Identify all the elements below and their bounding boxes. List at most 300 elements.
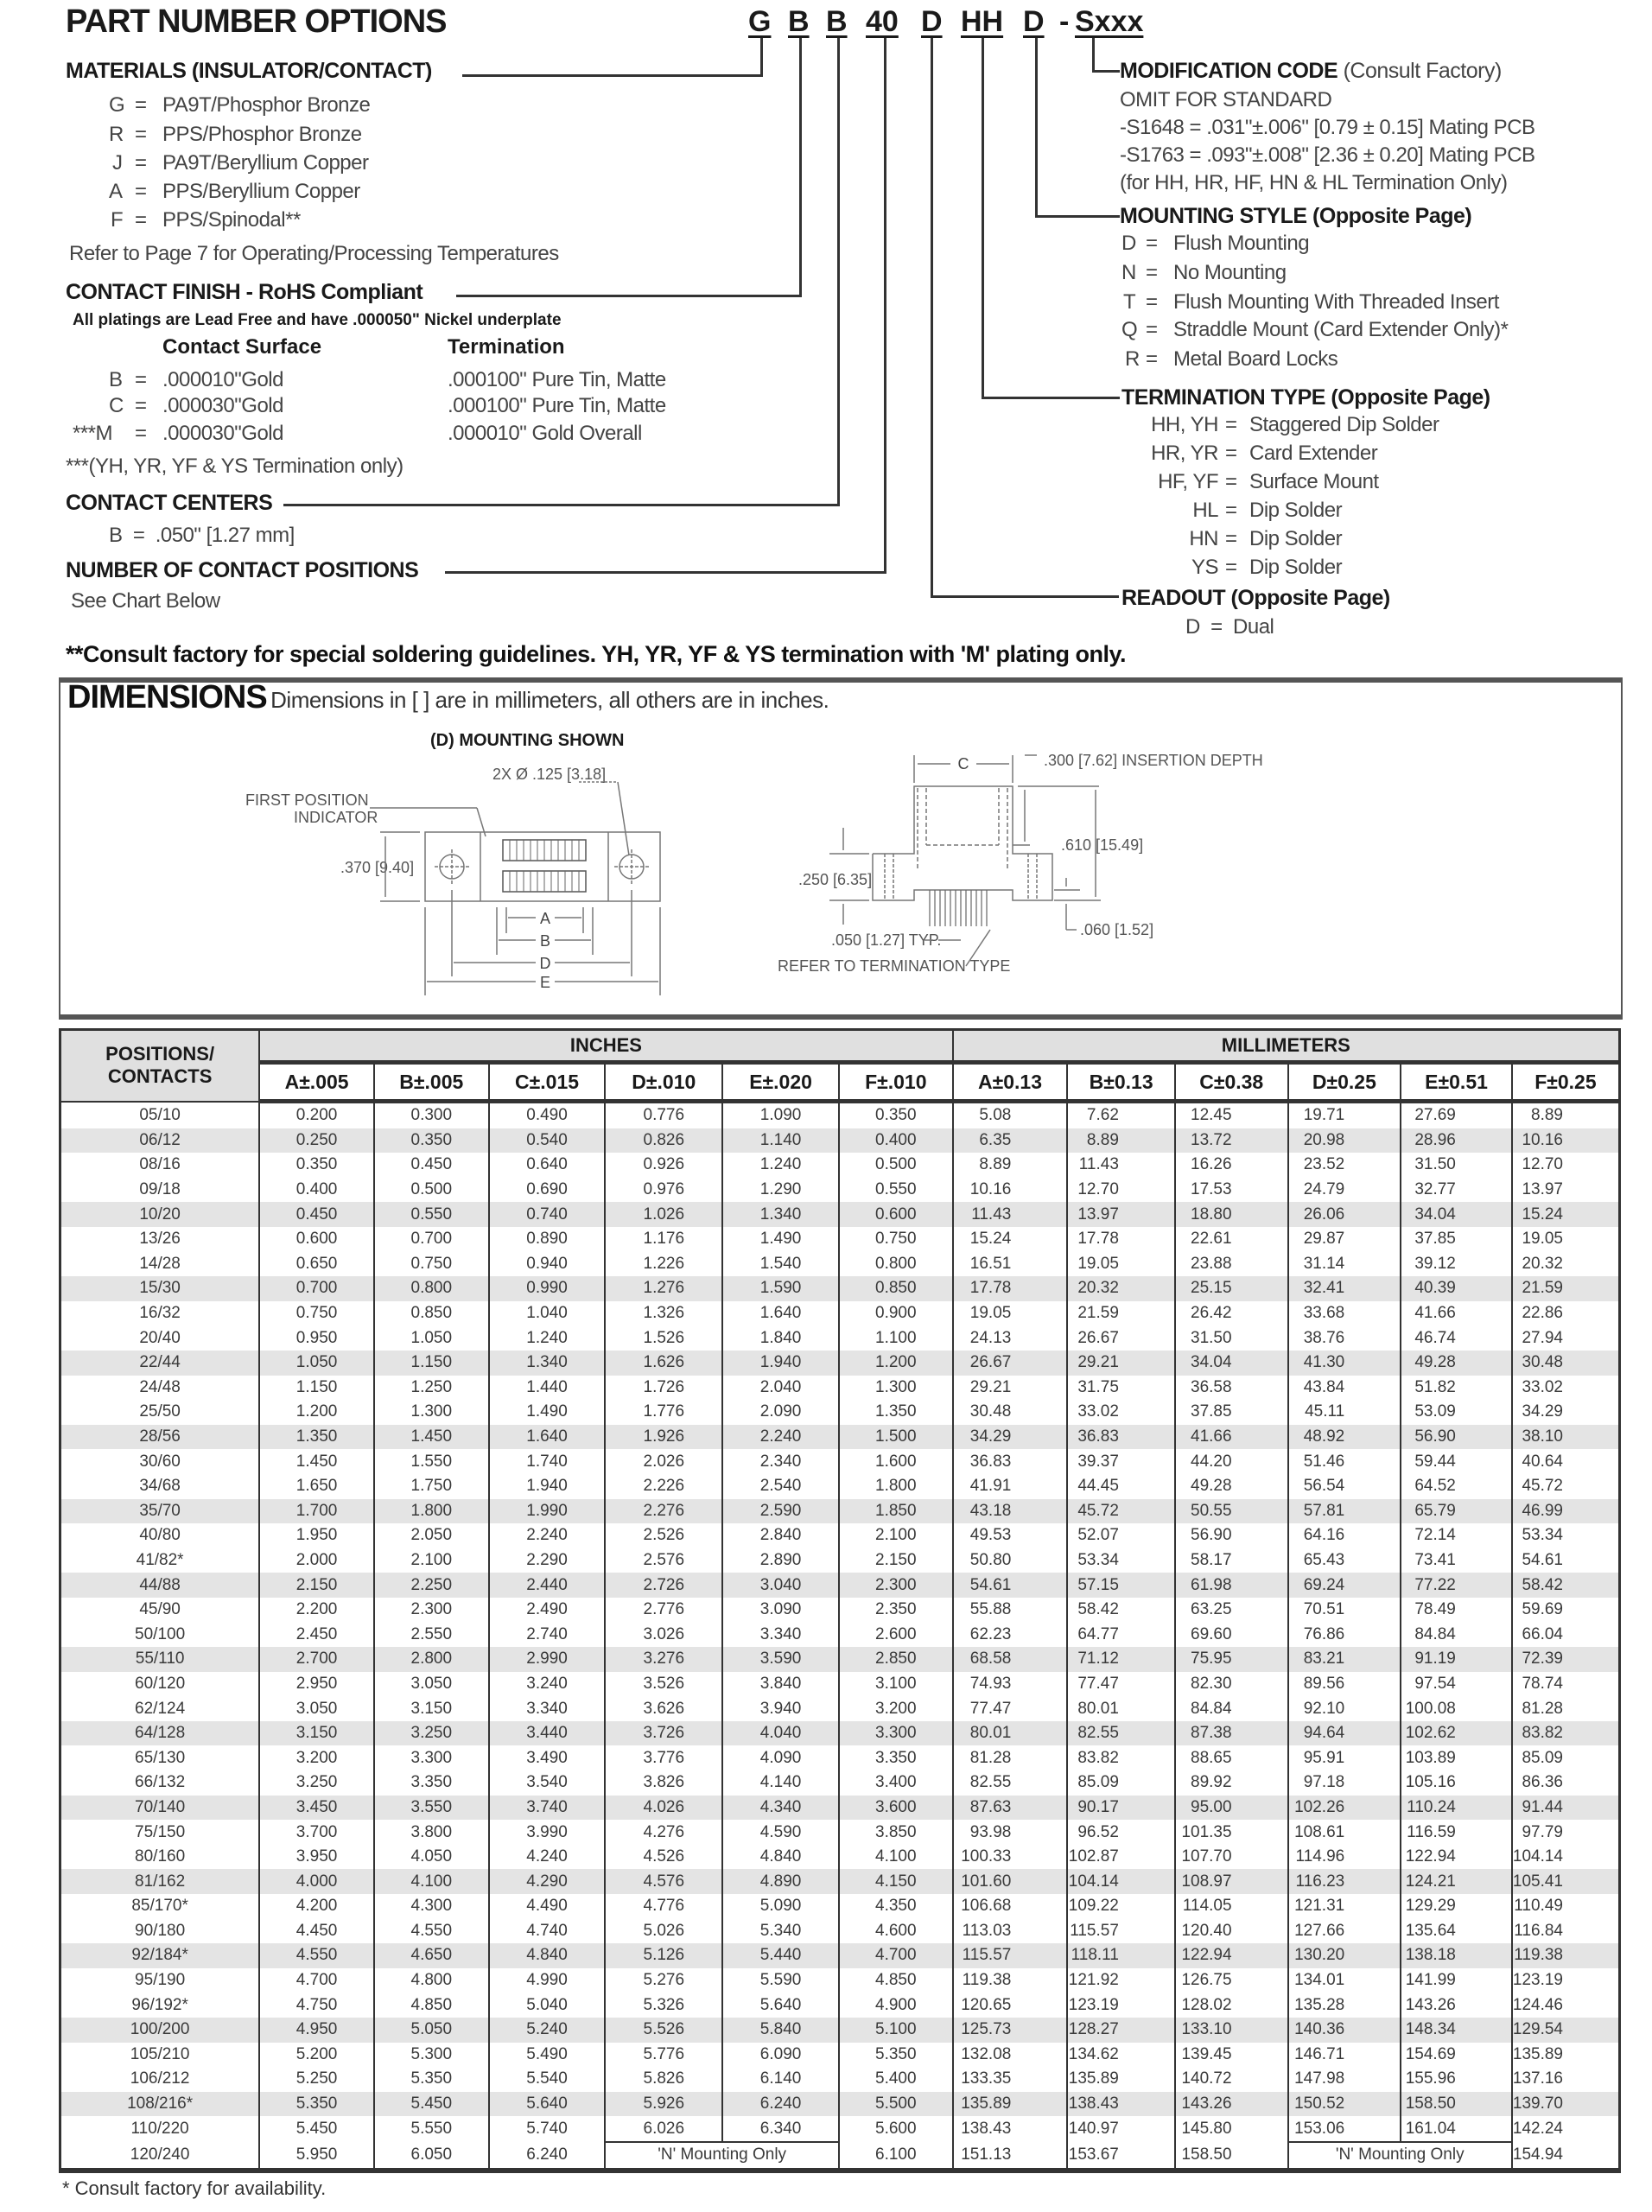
inch-cell: 5.450 xyxy=(374,2092,489,2117)
mm-cell: 158.50 xyxy=(1401,2092,1512,2117)
column-header-mm: F±0.25 xyxy=(1512,1063,1620,1102)
table-row xyxy=(60,1696,1620,1721)
inch-cell: 1.990 xyxy=(489,1499,606,1524)
inch-cell: 1.350 xyxy=(259,1425,374,1450)
inch-cell: 5.240 xyxy=(489,2018,606,2043)
inch-cell: 0.650 xyxy=(259,1252,374,1277)
inch-cell: 5.826 xyxy=(605,2067,722,2092)
inch-cell: 1.800 xyxy=(374,1499,489,1524)
mm-cell: 70.51 xyxy=(1288,1598,1401,1623)
table-row xyxy=(60,1820,1620,1845)
inch-cell: 1.250 xyxy=(374,1376,489,1401)
inch-cell: 2.776 xyxy=(605,1598,722,1623)
mm-cell: 33.68 xyxy=(1288,1301,1401,1326)
inch-cell: 6.340 xyxy=(722,2116,839,2142)
inch-cell: 1.640 xyxy=(489,1425,606,1450)
inch-cell: 1.950 xyxy=(259,1523,374,1548)
mm-cell: 31.50 xyxy=(1175,1325,1288,1351)
inch-cell: 2.150 xyxy=(259,1573,374,1598)
positions-cell: 40/80 xyxy=(60,1523,260,1548)
mm-cell: 19.05 xyxy=(1512,1227,1620,1252)
mounting-desc: Flush Mounting With Threaded Insert xyxy=(1173,290,1499,314)
mm-cell: 139.70 xyxy=(1512,2092,1620,2117)
inch-cell: 2.350 xyxy=(839,1598,953,1623)
table-row xyxy=(60,1351,1620,1376)
positions-cell: 30/60 xyxy=(60,1449,260,1474)
inch-cell: 0.350 xyxy=(374,1128,489,1154)
inch-cell: 1.626 xyxy=(605,1351,722,1376)
inch-cell: 4.600 xyxy=(839,1919,953,1944)
inch-cell: 3.990 xyxy=(489,1820,606,1845)
table-row xyxy=(60,1400,1620,1425)
dimensions-subtitle: Dimensions in [ ] are in millimeters, all others are in inches. xyxy=(270,687,829,713)
mm-cell: 64.77 xyxy=(1067,1622,1175,1647)
positions-cell: 16/32 xyxy=(60,1301,260,1326)
inch-cell: 3.626 xyxy=(605,1696,722,1721)
mm-cell: 24.79 xyxy=(1288,1178,1401,1203)
mm-cell: 64.16 xyxy=(1288,1523,1401,1548)
code-modification: Sxxx xyxy=(1075,5,1144,38)
inch-cell: 5.276 xyxy=(605,1968,722,1993)
inch-cell: 5.350 xyxy=(839,2043,953,2068)
mm-cell: 85.09 xyxy=(1512,1745,1620,1770)
inch-cell: 5.950 xyxy=(259,2142,374,2171)
inch-cell: 4.200 xyxy=(259,1894,374,1919)
mm-cell: 12.70 xyxy=(1512,1153,1620,1178)
inch-cell: 5.350 xyxy=(259,2092,374,2117)
positions-cell: 28/56 xyxy=(60,1425,260,1450)
mm-cell: 139.45 xyxy=(1175,2043,1288,2068)
materials-code: G xyxy=(109,93,125,117)
mm-cell: 50.80 xyxy=(953,1548,1068,1573)
mm-cell: 17.53 xyxy=(1175,1178,1288,1203)
inch-cell: 1.350 xyxy=(839,1400,953,1425)
inch-cell: 0.400 xyxy=(839,1128,953,1154)
inch-cell: 6.240 xyxy=(722,2092,839,2117)
mm-cell: 11.43 xyxy=(1067,1153,1175,1178)
mm-cell: 154.94 xyxy=(1512,2142,1620,2171)
inch-cell: 0.750 xyxy=(259,1301,374,1326)
positions-cell: 95/190 xyxy=(60,1968,260,1993)
mm-cell: 12.45 xyxy=(1175,1102,1288,1128)
termination-desc: Staggered Dip Solder xyxy=(1249,413,1439,436)
soldering-note: **Consult factory for special soldering guidelines. YH, YR, YF & YS termination with 'M' plating only. xyxy=(66,641,1127,667)
contact-centers-heading: CONTACT CENTERS xyxy=(66,491,273,515)
mm-cell: 13.72 xyxy=(1175,1128,1288,1154)
mm-cell: 36.83 xyxy=(1067,1425,1175,1450)
code-materials: G xyxy=(748,5,772,38)
mm-cell: 30.48 xyxy=(1512,1351,1620,1376)
mm-cell: 27.94 xyxy=(1512,1325,1620,1351)
mm-cell: 89.92 xyxy=(1175,1770,1288,1796)
inch-cell: 2.240 xyxy=(722,1425,839,1450)
inch-cell: 0.700 xyxy=(259,1276,374,1301)
positions-cell: 120/240 xyxy=(60,2142,260,2171)
inch-cell: 0.600 xyxy=(839,1202,953,1227)
inch-cell: 5.776 xyxy=(605,2043,722,2068)
positions-cell: 55/110 xyxy=(60,1647,260,1672)
inch-cell: 2.100 xyxy=(374,1548,489,1573)
mm-cell: 102.62 xyxy=(1401,1721,1512,1746)
mounting-desc: No Mounting xyxy=(1173,261,1287,284)
contact-positions-note: See Chart Below xyxy=(71,589,220,613)
positions-cell: 05/10 xyxy=(60,1102,260,1128)
mm-cell: 45.11 xyxy=(1288,1400,1401,1425)
materials-code: R xyxy=(109,123,124,146)
inch-cell: 2.000 xyxy=(259,1548,374,1573)
modification-line: (for HH, HR, HF, HN & HL Termination Only) xyxy=(1120,171,1508,194)
inch-cell: 1.140 xyxy=(722,1128,839,1154)
inch-cell: 0.890 xyxy=(489,1227,606,1252)
mm-cell: 161.04 xyxy=(1401,2116,1512,2142)
inch-cell: 5.500 xyxy=(839,2092,953,2117)
dim-e-label: E xyxy=(539,974,551,991)
inch-cell: 0.640 xyxy=(489,1153,606,1178)
inch-cell: 0.540 xyxy=(489,1128,606,1154)
inch-cell: 2.150 xyxy=(839,1548,953,1573)
mm-cell: 96.52 xyxy=(1067,1820,1175,1845)
inch-cell: 4.490 xyxy=(489,1894,606,1919)
column-header-mm: E±0.51 xyxy=(1401,1063,1512,1102)
mm-cell: 13.97 xyxy=(1512,1178,1620,1203)
inch-cell: 5.326 xyxy=(605,1993,722,2018)
inch-cell: 4.576 xyxy=(605,1869,722,1894)
modification-line: -S1763 = .093"±.008" [2.36 ± 0.20] Mating PCB xyxy=(1120,143,1535,167)
inch-cell: 2.890 xyxy=(722,1548,839,1573)
inch-cell: 6.026 xyxy=(605,2116,722,2142)
modification-code-note: (Consult Factory) xyxy=(1343,59,1502,83)
positions-cell: 108/216* xyxy=(60,2092,260,2117)
finish-termination: .000100" Pure Tin, Matte xyxy=(448,394,666,417)
mm-cell: 115.57 xyxy=(953,1943,1068,1968)
inch-cell: 1.590 xyxy=(722,1276,839,1301)
inch-cell: 6.090 xyxy=(722,2043,839,2068)
inch-cell: 3.240 xyxy=(489,1672,606,1697)
contact-finish-footnote: ***(YH, YR, YF & YS Termination only) xyxy=(66,454,403,478)
positions-header-line2: CONTACTS xyxy=(107,1065,213,1088)
inch-cell: 2.600 xyxy=(839,1622,953,1647)
positions-cell: 81/162 xyxy=(60,1869,260,1894)
inch-cell: 6.240 xyxy=(489,2142,606,2171)
inch-cell: 0.600 xyxy=(259,1227,374,1252)
inch-cell: 5.400 xyxy=(839,2067,953,2092)
mounting-desc: Flush Mounting xyxy=(1173,232,1310,255)
table-row xyxy=(60,1672,1620,1697)
inch-cell: 0.350 xyxy=(839,1102,953,1128)
positions-cell: 100/200 xyxy=(60,2018,260,2043)
termination-ref-label: REFER TO TERMINATION TYPE xyxy=(778,957,1011,975)
inch-cell: 4.290 xyxy=(489,1869,606,1894)
inch-cell: 4.850 xyxy=(839,1968,953,1993)
mm-cell: 133.10 xyxy=(1175,2018,1288,2043)
inch-cell: 4.900 xyxy=(839,1993,953,2018)
mm-cell: 113.03 xyxy=(953,1919,1068,1944)
inch-cell: 5.490 xyxy=(489,2043,606,2068)
mounting-desc: Straddle Mount (Card Extender Only)* xyxy=(1173,318,1509,341)
mm-cell: 122.94 xyxy=(1175,1943,1288,1968)
inch-cell: 4.276 xyxy=(605,1820,722,1845)
inch-cell: 1.450 xyxy=(259,1449,374,1474)
inch-cell: 4.740 xyxy=(489,1919,606,1944)
mm-cell: 115.57 xyxy=(1067,1919,1175,1944)
mm-cell: 27.69 xyxy=(1401,1102,1512,1128)
positions-cell: 85/170* xyxy=(60,1894,260,1919)
materials-code: F xyxy=(111,208,124,232)
materials-desc: PPS/Spinodal** xyxy=(162,208,301,232)
mm-cell: 6.35 xyxy=(953,1128,1068,1154)
dimensions-header xyxy=(67,679,829,716)
mounting-code: R xyxy=(1125,347,1140,371)
mm-cell: 83.82 xyxy=(1067,1745,1175,1770)
inch-cell: 3.150 xyxy=(259,1721,374,1746)
inch-cell: 4.700 xyxy=(259,1968,374,1993)
inch-cell: 3.600 xyxy=(839,1796,953,1821)
mm-cell: 8.89 xyxy=(953,1153,1068,1178)
pitch-label: .050 [1.27] TYP. xyxy=(831,931,942,949)
inch-cell: 0.490 xyxy=(489,1102,606,1128)
mm-cell: 69.24 xyxy=(1288,1573,1401,1598)
table-row xyxy=(60,1745,1620,1770)
mm-cell: 105.16 xyxy=(1401,1770,1512,1796)
inch-cell: 1.650 xyxy=(259,1474,374,1499)
table-row xyxy=(60,1993,1620,2018)
inch-cell: 1.026 xyxy=(605,1202,722,1227)
inch-cell: 1.550 xyxy=(374,1449,489,1474)
positions-cell: 06/12 xyxy=(60,1128,260,1154)
table-row xyxy=(60,1153,1620,1178)
inch-cell: 5.526 xyxy=(605,2018,722,2043)
col-contact-surface: Contact Surface xyxy=(162,335,322,359)
inch-cell: 0.740 xyxy=(489,1202,606,1227)
mm-cell: 84.84 xyxy=(1401,1622,1512,1647)
mm-cell: 143.26 xyxy=(1175,2092,1288,2117)
inch-cell: 3.150 xyxy=(374,1696,489,1721)
inch-cell: 5.840 xyxy=(722,2018,839,2043)
inch-cell: 1.440 xyxy=(489,1376,606,1401)
mm-cell: 106.68 xyxy=(953,1894,1068,1919)
mm-cell: 22.86 xyxy=(1512,1301,1620,1326)
mm-cell: 107.70 xyxy=(1175,1845,1288,1870)
mm-cell: 66.04 xyxy=(1512,1622,1620,1647)
inch-cell: 2.100 xyxy=(839,1523,953,1548)
mm-cell: 21.59 xyxy=(1067,1301,1175,1326)
table-row xyxy=(60,1647,1620,1672)
mm-cell: 97.79 xyxy=(1512,1820,1620,1845)
mm-cell: 125.73 xyxy=(953,2018,1068,2043)
mm-cell: 143.26 xyxy=(1401,1993,1512,2018)
positions-cell: 35/70 xyxy=(60,1499,260,1524)
table-row xyxy=(60,1770,1620,1796)
mm-cell: 37.85 xyxy=(1175,1400,1288,1425)
mm-cell: 138.43 xyxy=(953,2116,1068,2142)
inch-cell: 2.990 xyxy=(489,1647,606,1672)
termination-code: HR, YR xyxy=(1151,442,1218,465)
inch-cell: 3.300 xyxy=(839,1721,953,1746)
code-readout: D xyxy=(1023,5,1045,38)
mm-cell: 110.49 xyxy=(1512,1894,1620,1919)
indicator-label-1: FIRST POSITION xyxy=(245,791,369,809)
mm-cell: 101.35 xyxy=(1175,1820,1288,1845)
inch-cell: 1.500 xyxy=(839,1425,953,1450)
mm-cell: 103.89 xyxy=(1401,1745,1512,1770)
inch-cell: 1.150 xyxy=(259,1376,374,1401)
inch-cell: 6.140 xyxy=(722,2067,839,2092)
inch-cell: 0.200 xyxy=(259,1102,374,1128)
inch-cell: 3.350 xyxy=(839,1745,953,1770)
mm-cell: 116.84 xyxy=(1512,1919,1620,1944)
inch-cell: 1.740 xyxy=(489,1449,606,1474)
mm-cell: 81.28 xyxy=(953,1745,1068,1770)
mm-cell: 63.25 xyxy=(1175,1598,1288,1623)
inch-cell: 5.200 xyxy=(259,2043,374,2068)
inch-cell: 5.050 xyxy=(374,2018,489,2043)
inch-cell: 1.700 xyxy=(259,1499,374,1524)
column-header-mm: B±0.13 xyxy=(1067,1063,1175,1102)
mm-cell: 120.40 xyxy=(1175,1919,1288,1944)
positions-cell: 13/26 xyxy=(60,1227,260,1252)
mm-cell: 128.27 xyxy=(1067,2018,1175,2043)
mm-cell: 23.88 xyxy=(1175,1252,1288,1277)
code-contact-centers: B xyxy=(826,5,848,38)
inch-cell: 1.450 xyxy=(374,1425,489,1450)
inch-cell: 2.490 xyxy=(489,1598,606,1623)
mm-cell: 119.38 xyxy=(953,1968,1068,1993)
inch-cell: 1.200 xyxy=(259,1400,374,1425)
mm-cell: 134.62 xyxy=(1067,2043,1175,2068)
inch-cell: 0.750 xyxy=(839,1227,953,1252)
mm-cell: 65.43 xyxy=(1288,1548,1401,1573)
inch-cell: 3.200 xyxy=(259,1745,374,1770)
table-row xyxy=(60,1968,1620,1993)
mm-cell: 52.07 xyxy=(1067,1523,1175,1548)
inch-cell: 0.850 xyxy=(374,1301,489,1326)
inch-cell: 1.050 xyxy=(259,1351,374,1376)
inch-cell: 2.590 xyxy=(722,1499,839,1524)
mm-cell: 137.16 xyxy=(1512,2067,1620,2092)
table-row xyxy=(60,2043,1620,2068)
table-row xyxy=(60,1721,1620,1746)
mm-cell: 129.54 xyxy=(1512,2018,1620,2043)
table-row xyxy=(60,1449,1620,1474)
mm-cell: 87.63 xyxy=(953,1796,1068,1821)
mm-cell: 102.87 xyxy=(1067,1845,1175,1870)
materials-desc: PPS/Beryllium Copper xyxy=(162,180,360,203)
positions-cell: 25/50 xyxy=(60,1400,260,1425)
inch-cell: 3.840 xyxy=(722,1672,839,1697)
materials-desc: PPS/Phosphor Bronze xyxy=(162,123,362,146)
inch-cell: 2.576 xyxy=(605,1548,722,1573)
mm-cell: 53.09 xyxy=(1401,1400,1512,1425)
mm-cell: 17.78 xyxy=(953,1276,1068,1301)
inch-cell: 3.340 xyxy=(722,1622,839,1647)
inch-cell: 3.050 xyxy=(374,1672,489,1697)
inch-cell: 0.850 xyxy=(839,1276,953,1301)
table-row xyxy=(60,1894,1620,1919)
materials-code: A xyxy=(109,180,123,203)
inch-cell: 0.776 xyxy=(605,1102,722,1128)
code-dash: - xyxy=(1059,5,1070,38)
inch-cell: 4.140 xyxy=(722,1770,839,1796)
mm-cell: 41.66 xyxy=(1401,1301,1512,1326)
mm-cell: 100.33 xyxy=(953,1845,1068,1870)
mm-cell: 95.00 xyxy=(1175,1796,1288,1821)
inch-cell: 5.740 xyxy=(489,2116,606,2142)
finish-code: ***M xyxy=(73,422,113,445)
inch-cell: 5.090 xyxy=(722,1894,839,1919)
mm-cell: 77.47 xyxy=(1067,1672,1175,1697)
mm-cell: 108.61 xyxy=(1288,1820,1401,1845)
table-row xyxy=(60,1102,1620,1128)
inch-cell: 0.900 xyxy=(839,1301,953,1326)
inch-cell: 0.500 xyxy=(374,1178,489,1203)
mm-cell: 77.47 xyxy=(953,1696,1068,1721)
inch-cell: 5.640 xyxy=(489,2092,606,2117)
inch-cell: 5.600 xyxy=(839,2116,953,2142)
positions-cell: 45/90 xyxy=(60,1598,260,1623)
millimeters-header: MILLIMETERS xyxy=(953,1030,1620,1063)
inch-cell: 5.026 xyxy=(605,1919,722,1944)
mm-cell: 82.55 xyxy=(953,1770,1068,1796)
inch-cell: 2.290 xyxy=(489,1548,606,1573)
inch-cell: 4.040 xyxy=(722,1721,839,1746)
inch-cell: 1.750 xyxy=(374,1474,489,1499)
mm-cell: 89.56 xyxy=(1288,1672,1401,1697)
inch-cell: 1.176 xyxy=(605,1227,722,1252)
column-header-inch: B±.005 xyxy=(374,1063,489,1102)
mm-cell: 32.77 xyxy=(1401,1178,1512,1203)
inch-cell: 2.550 xyxy=(374,1622,489,1647)
mm-cell: 23.52 xyxy=(1288,1153,1401,1178)
mm-cell: 83.21 xyxy=(1288,1647,1401,1672)
mm-cell: 135.64 xyxy=(1401,1919,1512,1944)
inch-cell: 2.226 xyxy=(605,1474,722,1499)
inch-cell: 2.440 xyxy=(489,1573,606,1598)
inch-cell: 1.340 xyxy=(489,1351,606,1376)
mm-cell: 114.05 xyxy=(1175,1894,1288,1919)
mm-cell: 151.13 xyxy=(953,2142,1068,2171)
mm-cell: 72.39 xyxy=(1512,1647,1620,1672)
mm-cell: 59.44 xyxy=(1401,1449,1512,1474)
mm-cell: 58.17 xyxy=(1175,1548,1288,1573)
mm-cell: 29.87 xyxy=(1288,1227,1401,1252)
mm-cell: 19.05 xyxy=(953,1301,1068,1326)
mm-cell: 114.96 xyxy=(1288,1845,1401,1870)
dim-b-label: B xyxy=(539,932,551,950)
dimensions-title: DIMENSIONS xyxy=(67,679,267,715)
mm-cell: 31.14 xyxy=(1288,1252,1401,1277)
mm-cell: 15.24 xyxy=(1512,1202,1620,1227)
mm-cell: 83.82 xyxy=(1512,1721,1620,1746)
mm-cell: 33.02 xyxy=(1512,1376,1620,1401)
inch-cell: 3.040 xyxy=(722,1573,839,1598)
mm-cell: 129.29 xyxy=(1401,1894,1512,1919)
inch-cell: 5.250 xyxy=(259,2067,374,2092)
mm-cell: 44.20 xyxy=(1175,1449,1288,1474)
mm-cell: 90.17 xyxy=(1067,1796,1175,1821)
inch-cell: 2.040 xyxy=(722,1376,839,1401)
inch-cell: 1.300 xyxy=(374,1400,489,1425)
positions-cell: 34/68 xyxy=(60,1474,260,1499)
mm-cell: 134.01 xyxy=(1288,1968,1401,1993)
inch-cell: 3.100 xyxy=(839,1672,953,1697)
mm-cell: 146.71 xyxy=(1288,2043,1401,2068)
contact-positions-heading: NUMBER OF CONTACT POSITIONS xyxy=(66,558,419,582)
inch-cell: 1.526 xyxy=(605,1325,722,1351)
inch-cell: 3.050 xyxy=(259,1696,374,1721)
mm-cell: 11.43 xyxy=(953,1202,1068,1227)
mm-cell: 105.41 xyxy=(1512,1869,1620,1894)
termination-desc: Card Extender xyxy=(1249,442,1378,465)
